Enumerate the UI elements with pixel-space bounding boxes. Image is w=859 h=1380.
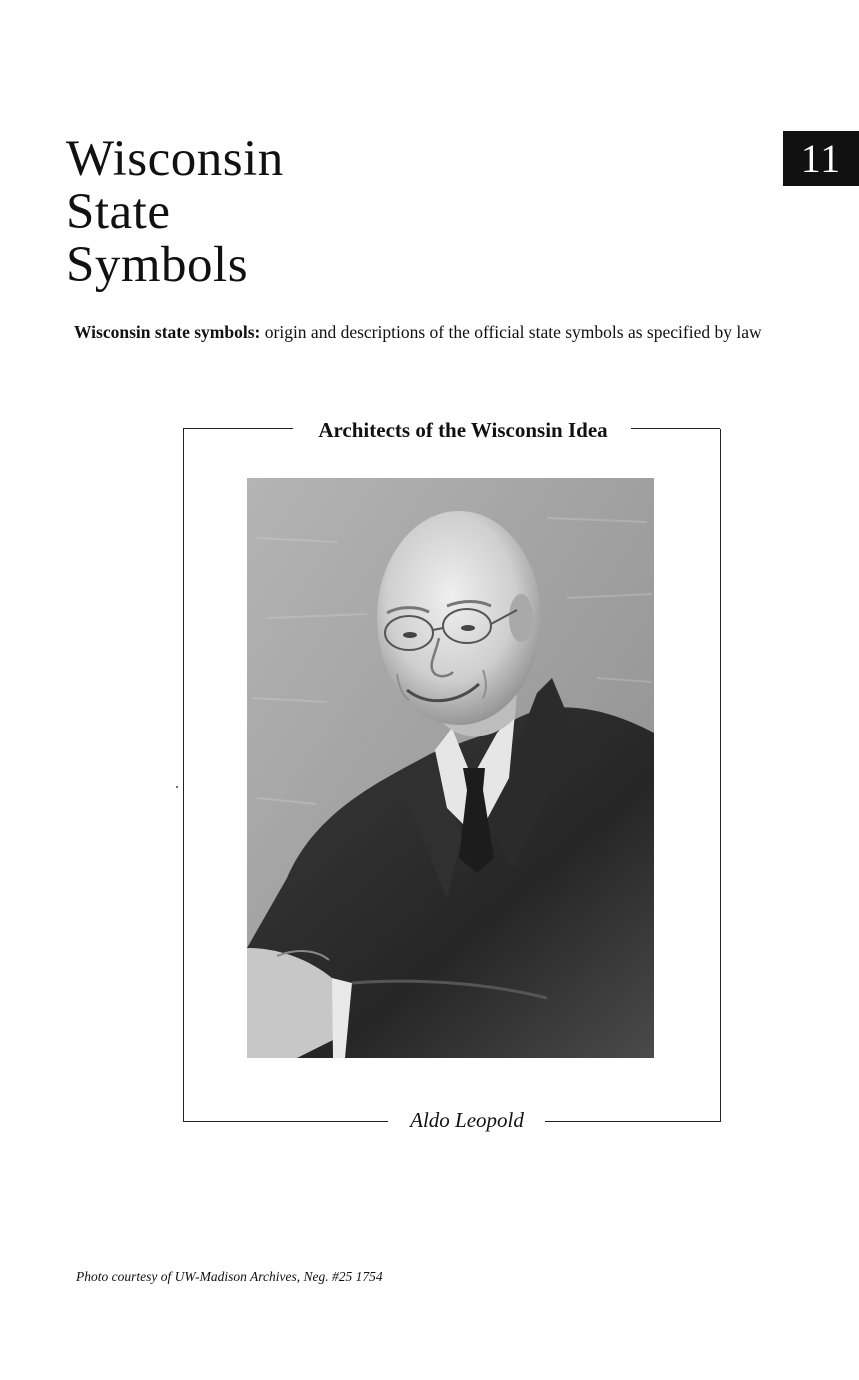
portrait-illustration [247, 478, 654, 1058]
photo-caption: Aldo Leopold [394, 1106, 540, 1134]
section-title [66, 133, 284, 292]
frame-bottom-right-rule [545, 1121, 720, 1122]
chapter-number-tab: 11 [783, 131, 859, 186]
print-speck [176, 786, 178, 788]
section-title-line: State [66, 184, 171, 240]
intro-text: origin and descriptions of the official state symbols as specified by law [260, 322, 762, 342]
section-title-line: Symbols [66, 237, 249, 293]
photo-credit: Photo courtesy of UW-Madison Archives, Neg. #25 1754 [76, 1269, 383, 1284]
frame-bottom-left-rule [183, 1121, 388, 1122]
section-intro [74, 321, 834, 343]
portrait-photo [247, 478, 654, 1058]
section-title-line: Wisconsin [66, 131, 284, 187]
feature-heading: Architects of the Wisconsin Idea [300, 416, 626, 444]
frame-top-right-rule [631, 428, 720, 429]
intro-lead-in: Wisconsin state symbols: [74, 322, 261, 342]
frame-top-left-rule [183, 428, 293, 429]
